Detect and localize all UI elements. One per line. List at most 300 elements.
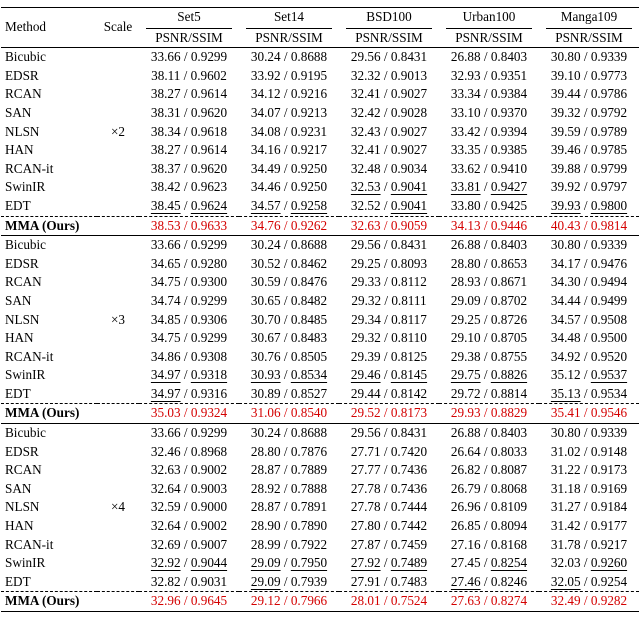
- psnr-ssim-cell: [539, 517, 639, 536]
- psnr-ssim-cell: [139, 104, 239, 123]
- psnr-ssim-cell: [239, 123, 339, 142]
- slash-separator: /: [580, 142, 591, 158]
- psnr-value: 26.79: [450, 480, 481, 496]
- slash-separator: /: [180, 499, 191, 515]
- slash-separator: /: [480, 237, 491, 253]
- ssim-value: 0.9041: [390, 197, 428, 213]
- method-name: RCAN-it: [5, 348, 54, 364]
- psnr-value: 27.87: [350, 536, 381, 552]
- psnr-ssim-cell: [539, 216, 639, 236]
- ssim-value: 0.9169: [590, 480, 628, 496]
- psnr-ssim-cell: [139, 292, 239, 311]
- slash-separator: /: [580, 536, 591, 552]
- slash-separator: /: [280, 104, 291, 120]
- psnr-ssim-cell: [239, 236, 339, 255]
- ssim-value: 0.9254: [590, 573, 628, 589]
- method-name: EDSR: [5, 67, 39, 83]
- psnr-value: 34.97: [150, 367, 181, 383]
- slash-separator: /: [180, 443, 191, 459]
- slash-separator: /: [580, 104, 591, 120]
- table-row: [1, 385, 639, 404]
- psnr-ssim-cell: [339, 385, 439, 404]
- ssim-value: 0.8476: [290, 274, 328, 290]
- ssim-value: 0.9000: [190, 499, 228, 515]
- psnr-value: 34.48: [550, 330, 581, 346]
- scale-label: ×3: [97, 236, 139, 404]
- ssim-value: 0.9031: [190, 573, 228, 589]
- ssim-value: 0.8968: [190, 443, 228, 459]
- ssim-value: 0.8688: [290, 425, 328, 441]
- psnr-value: 38.37: [150, 160, 181, 176]
- psnr-ssim-cell: [539, 236, 639, 255]
- psnr-value: 27.16: [450, 536, 481, 552]
- psnr-ssim-cell: [239, 592, 339, 612]
- ssim-value: 0.8702: [490, 292, 528, 308]
- slash-separator: /: [180, 536, 191, 552]
- psnr-ssim-cell: [439, 536, 539, 555]
- psnr-ssim-cell: [239, 329, 339, 348]
- ssim-value: 0.9797: [590, 179, 628, 195]
- ssim-value: 0.7966: [290, 593, 328, 609]
- slash-separator: /: [180, 555, 191, 571]
- psnr-value: 30.80: [550, 49, 581, 65]
- table-row: [1, 292, 639, 311]
- slash-separator: /: [180, 518, 191, 534]
- psnr-value: 38.11: [151, 67, 181, 83]
- ssim-value: 0.8482: [290, 292, 328, 308]
- slash-separator: /: [380, 237, 391, 253]
- col-header-bsd100: BSD100: [339, 8, 439, 29]
- slash-separator: /: [180, 104, 191, 120]
- psnr-value: 32.49: [550, 593, 581, 609]
- ssim-value: 0.8462: [290, 255, 328, 271]
- method-name: EDT: [5, 197, 31, 213]
- ssim-value: 0.8111: [391, 292, 427, 308]
- psnr-value: 29.52: [350, 405, 381, 421]
- psnr-ssim-cell: [239, 517, 339, 536]
- slash-separator: /: [280, 49, 291, 65]
- slash-separator: /: [580, 480, 591, 496]
- psnr-value: 33.92: [250, 67, 281, 83]
- slash-separator: /: [380, 555, 391, 571]
- psnr-value: 27.46: [450, 573, 481, 589]
- benchmark-results-table: [1, 7, 639, 612]
- psnr-ssim-cell: [139, 160, 239, 179]
- psnr-value: 39.32: [550, 104, 581, 120]
- psnr-ssim-cell: [439, 554, 539, 573]
- method-name: HAN: [5, 518, 34, 534]
- psnr-ssim-cell: [139, 348, 239, 367]
- ssim-value: 0.8671: [490, 274, 528, 290]
- psnr-value: 39.59: [550, 123, 581, 139]
- psnr-ssim-cell: [439, 216, 539, 236]
- slash-separator: /: [180, 49, 191, 65]
- ssim-value: 0.9282: [590, 593, 628, 609]
- psnr-value: 31.42: [550, 518, 581, 534]
- ssim-value: 0.7442: [390, 518, 428, 534]
- slash-separator: /: [280, 536, 291, 552]
- psnr-value: 34.17: [550, 255, 581, 271]
- psnr-ssim-cell: [139, 517, 239, 536]
- psnr-value: 29.09: [250, 555, 281, 571]
- psnr-ssim-cell: [539, 404, 639, 424]
- ssim-value: 0.9384: [490, 86, 528, 102]
- psnr-ssim-cell: [139, 236, 239, 255]
- psnr-value: 33.35: [450, 142, 481, 158]
- slash-separator: /: [280, 425, 291, 441]
- psnr-ssim-cell: [239, 273, 339, 292]
- psnr-value: 29.12: [250, 593, 281, 609]
- scale-label: ×4: [97, 424, 139, 592]
- psnr-value: 38.34: [150, 123, 181, 139]
- psnr-ssim-cell: [339, 366, 439, 385]
- ssim-value: 0.9148: [590, 443, 628, 459]
- col-header-manga109: Manga109: [539, 8, 639, 29]
- psnr-ssim-cell: [139, 554, 239, 573]
- ssim-value: 0.7888: [290, 480, 328, 496]
- ssim-value: 0.9308: [190, 348, 228, 364]
- psnr-value: 26.88: [450, 49, 481, 65]
- psnr-ssim-cell: [339, 141, 439, 160]
- psnr-value: 34.85: [150, 311, 181, 327]
- ssim-value: 0.8483: [290, 330, 328, 346]
- psnr-value: 34.08: [250, 123, 281, 139]
- slash-separator: /: [180, 292, 191, 308]
- psnr-ssim-cell: [439, 178, 539, 197]
- slash-separator: /: [380, 330, 392, 346]
- ssim-value: 0.9537: [590, 367, 628, 383]
- psnr-ssim-cell: [339, 236, 439, 255]
- slash-separator: /: [480, 425, 491, 441]
- psnr-ssim-cell: [139, 366, 239, 385]
- slash-separator: /: [180, 142, 191, 158]
- ssim-value: 0.9800: [590, 197, 628, 213]
- ssim-value: 0.9184: [590, 499, 628, 515]
- ssim-value: 0.8117: [391, 311, 427, 327]
- psnr-value: 32.53: [350, 179, 381, 195]
- slash-separator: /: [280, 480, 291, 496]
- psnr-value: 26.88: [450, 425, 481, 441]
- psnr-ssim-cell: [439, 311, 539, 330]
- psnr-value: 30.24: [250, 49, 281, 65]
- slash-separator: /: [380, 67, 391, 83]
- slash-separator: /: [380, 274, 392, 290]
- ssim-value: 0.9614: [190, 142, 228, 158]
- ssim-value: 0.8826: [490, 367, 528, 383]
- psnr-value: 34.97: [150, 385, 181, 401]
- psnr-ssim-cell: [239, 178, 339, 197]
- psnr-ssim-cell: [139, 48, 239, 67]
- psnr-value: 40.43: [550, 217, 581, 233]
- psnr-ssim-cell: [539, 329, 639, 348]
- psnr-ssim-cell: [139, 404, 239, 424]
- psnr-ssim-cell: [239, 443, 339, 462]
- slash-separator: /: [380, 499, 391, 515]
- psnr-value: 33.62: [450, 160, 481, 176]
- psnr-value: 32.41: [350, 86, 381, 102]
- slash-separator: /: [580, 255, 591, 271]
- psnr-ssim-cell: [239, 366, 339, 385]
- ssim-value: 0.9623: [190, 179, 228, 195]
- ssim-value: 0.9262: [290, 217, 328, 233]
- psnr-ssim-cell: [539, 498, 639, 517]
- psnr-ssim-cell: [139, 311, 239, 330]
- psnr-value: 35.12: [550, 367, 581, 383]
- slash-separator: /: [480, 274, 491, 290]
- table-row: [1, 197, 639, 216]
- metric-header-manga109: PSNR/SSIM: [539, 29, 639, 48]
- slash-separator: /: [580, 292, 591, 308]
- method-name: RCAN-it: [5, 536, 54, 552]
- psnr-value: 32.63: [350, 217, 381, 233]
- ssim-value: 0.7890: [290, 518, 328, 534]
- psnr-ssim-cell: [239, 536, 339, 555]
- psnr-value: 34.57: [550, 311, 581, 327]
- psnr-value: 28.87: [250, 462, 281, 478]
- psnr-ssim-cell: [439, 573, 539, 592]
- psnr-ssim-cell: [539, 366, 639, 385]
- psnr-value: 32.32: [350, 67, 381, 83]
- ssim-value: 0.8540: [290, 405, 328, 421]
- ssim-value: 0.9027: [390, 123, 428, 139]
- psnr-ssim-cell: [539, 461, 639, 480]
- psnr-ssim-cell: [439, 141, 539, 160]
- slash-separator: /: [280, 593, 291, 609]
- slash-separator: /: [480, 292, 491, 308]
- header-row-datasets: [1, 8, 639, 29]
- ssim-value: 0.9306: [190, 311, 228, 327]
- psnr-value: 32.46: [150, 443, 181, 459]
- ssim-value: 0.7489: [390, 555, 428, 571]
- psnr-ssim-cell: [539, 592, 639, 612]
- psnr-ssim-cell: [439, 443, 539, 462]
- slash-separator: /: [380, 311, 392, 327]
- psnr-value: 33.66: [150, 425, 181, 441]
- slash-separator: /: [280, 274, 291, 290]
- method-name: EDT: [5, 573, 31, 589]
- ssim-value: 0.9546: [590, 405, 628, 421]
- psnr-ssim-cell: [239, 292, 339, 311]
- psnr-ssim-cell: [339, 480, 439, 499]
- slash-separator: /: [380, 197, 391, 213]
- slash-separator: /: [180, 385, 191, 401]
- slash-separator: /: [280, 292, 291, 308]
- psnr-ssim-cell: [339, 329, 439, 348]
- psnr-value: 34.65: [150, 255, 181, 271]
- psnr-value: 29.56: [350, 49, 381, 65]
- psnr-value: 33.42: [450, 123, 481, 139]
- slash-separator: /: [580, 348, 591, 364]
- ssim-value: 0.8125: [390, 348, 428, 364]
- ssim-value: 0.8403: [490, 425, 528, 441]
- psnr-ssim-cell: [439, 160, 539, 179]
- slash-separator: /: [380, 425, 391, 441]
- psnr-value: 29.10: [450, 330, 481, 346]
- psnr-value: 32.96: [150, 593, 181, 609]
- psnr-ssim-cell: [339, 48, 439, 67]
- psnr-value: 30.67: [250, 330, 281, 346]
- psnr-ssim-cell: [439, 236, 539, 255]
- psnr-value: 39.88: [550, 160, 581, 176]
- ssim-value: 0.9476: [590, 255, 628, 271]
- method-name: RCAN: [5, 462, 42, 478]
- slash-separator: /: [580, 330, 591, 346]
- psnr-value: 32.69: [150, 536, 181, 552]
- psnr-ssim-cell: [539, 554, 639, 573]
- slash-separator: /: [280, 255, 291, 271]
- ssim-value: 0.9300: [190, 274, 228, 290]
- psnr-ssim-cell: [139, 255, 239, 274]
- ssim-value: 0.9258: [290, 197, 328, 213]
- psnr-ssim-cell: [539, 573, 639, 592]
- slash-separator: /: [480, 518, 491, 534]
- slash-separator: /: [380, 443, 391, 459]
- method-name: MMA (Ours): [1, 404, 97, 424]
- table-row: [1, 311, 639, 330]
- psnr-ssim-cell: [339, 123, 439, 142]
- ssim-value: 0.9260: [590, 555, 628, 571]
- slash-separator: /: [580, 217, 591, 233]
- slash-separator: /: [280, 499, 291, 515]
- ssim-value: 0.9633: [190, 217, 228, 233]
- slash-separator: /: [380, 518, 391, 534]
- psnr-value: 29.38: [450, 348, 481, 364]
- psnr-ssim-cell: [339, 443, 439, 462]
- ssim-value: 0.8688: [290, 49, 328, 65]
- metric-header-set14: PSNR/SSIM: [239, 29, 339, 48]
- ssim-value: 0.9250: [290, 179, 328, 195]
- ssim-value: 0.8688: [290, 237, 328, 253]
- psnr-ssim-cell: [439, 85, 539, 104]
- method-name: SAN: [5, 104, 32, 120]
- scale-label: ×2: [110, 123, 126, 139]
- psnr-value: 33.81: [450, 179, 481, 195]
- psnr-value: 33.66: [150, 49, 181, 65]
- psnr-value: 29.56: [350, 237, 381, 253]
- method-name: SAN: [5, 480, 32, 496]
- ssim-value: 0.8087: [490, 462, 528, 478]
- slash-separator: /: [380, 480, 391, 496]
- psnr-ssim-cell: [539, 123, 639, 142]
- slash-separator: /: [580, 67, 591, 83]
- ssim-value: 0.9500: [590, 330, 628, 346]
- psnr-ssim-cell: [339, 292, 439, 311]
- ssim-value: 0.8168: [490, 536, 528, 552]
- ssim-value: 0.9177: [590, 518, 628, 534]
- psnr-value: 32.93: [450, 67, 481, 83]
- psnr-ssim-cell: [339, 536, 439, 555]
- ssim-value: 0.7524: [390, 593, 428, 609]
- method-name: RCAN: [5, 86, 42, 102]
- psnr-value: 30.89: [250, 385, 281, 401]
- ssim-value: 0.9614: [190, 86, 228, 102]
- ssim-value: 0.9280: [190, 255, 228, 271]
- ssim-value: 0.7922: [290, 536, 328, 552]
- slash-separator: /: [480, 385, 491, 401]
- ssim-value: 0.8109: [490, 499, 528, 515]
- psnr-ssim-cell: [439, 348, 539, 367]
- psnr-value: 29.56: [350, 425, 381, 441]
- psnr-ssim-cell: [539, 385, 639, 404]
- ssim-value: 0.9620: [190, 160, 228, 176]
- psnr-ssim-cell: [339, 216, 439, 236]
- psnr-value: 29.72: [450, 385, 481, 401]
- psnr-ssim-cell: [139, 197, 239, 216]
- psnr-ssim-cell: [239, 348, 339, 367]
- psnr-ssim-cell: [239, 85, 339, 104]
- slash-separator: /: [280, 462, 291, 478]
- table-row: [1, 480, 639, 499]
- slash-separator: /: [580, 405, 591, 421]
- slash-separator: /: [580, 518, 591, 534]
- psnr-ssim-cell: [539, 480, 639, 499]
- psnr-value: 38.45: [150, 197, 181, 213]
- psnr-ssim-cell: [439, 67, 539, 86]
- slash-separator: /: [280, 142, 291, 158]
- psnr-value: 39.93: [550, 197, 581, 213]
- slash-separator: /: [381, 292, 392, 308]
- psnr-ssim-cell: [239, 480, 339, 499]
- psnr-value: 35.13: [550, 385, 581, 401]
- psnr-value: 27.78: [350, 480, 381, 496]
- ssim-value: 0.8142: [390, 385, 428, 401]
- psnr-value: 30.59: [250, 274, 281, 290]
- psnr-ssim-cell: [139, 443, 239, 462]
- psnr-value: 26.88: [450, 237, 481, 253]
- ssim-value: 0.9799: [590, 160, 628, 176]
- psnr-value: 35.03: [150, 405, 181, 421]
- slash-separator: /: [180, 311, 191, 327]
- slash-separator: /: [480, 536, 491, 552]
- psnr-value: 29.32: [351, 330, 381, 346]
- slash-separator: /: [480, 462, 491, 478]
- ssim-value: 0.7436: [390, 462, 428, 478]
- slash-separator: /: [280, 367, 291, 383]
- slash-separator: /: [480, 311, 491, 327]
- slash-separator: /: [180, 67, 191, 83]
- col-header-set14: Set14: [239, 8, 339, 29]
- psnr-ssim-cell: [339, 517, 439, 536]
- ssim-value: 0.8254: [490, 555, 528, 571]
- psnr-ssim-cell: [439, 517, 539, 536]
- slash-separator: /: [180, 573, 191, 589]
- psnr-value: 26.85: [450, 518, 481, 534]
- slash-separator: /: [280, 179, 291, 195]
- psnr-value: 34.74: [150, 292, 181, 308]
- slash-separator: /: [480, 443, 491, 459]
- psnr-value: 33.10: [450, 104, 481, 120]
- psnr-value: 31.02: [550, 443, 581, 459]
- slash-separator: /: [580, 555, 591, 571]
- scale-spacer: [97, 592, 139, 612]
- psnr-value: 32.03: [550, 555, 581, 571]
- ssim-value: 0.9618: [190, 123, 228, 139]
- psnr-value: 34.30: [550, 274, 581, 290]
- ssim-value: 0.7939: [290, 573, 328, 589]
- psnr-value: 30.76: [250, 348, 281, 364]
- psnr-ssim-cell: [339, 160, 439, 179]
- table-row: [1, 236, 639, 255]
- psnr-ssim-cell: [139, 178, 239, 197]
- slash-separator: /: [280, 385, 291, 401]
- psnr-value: 30.93: [250, 367, 281, 383]
- psnr-ssim-cell: [539, 424, 639, 443]
- slash-separator: /: [180, 330, 191, 346]
- ssim-value: 0.9624: [190, 197, 228, 213]
- psnr-ssim-cell: [539, 141, 639, 160]
- ssim-value: 0.9385: [490, 142, 528, 158]
- ssim-value: 0.8068: [490, 480, 528, 496]
